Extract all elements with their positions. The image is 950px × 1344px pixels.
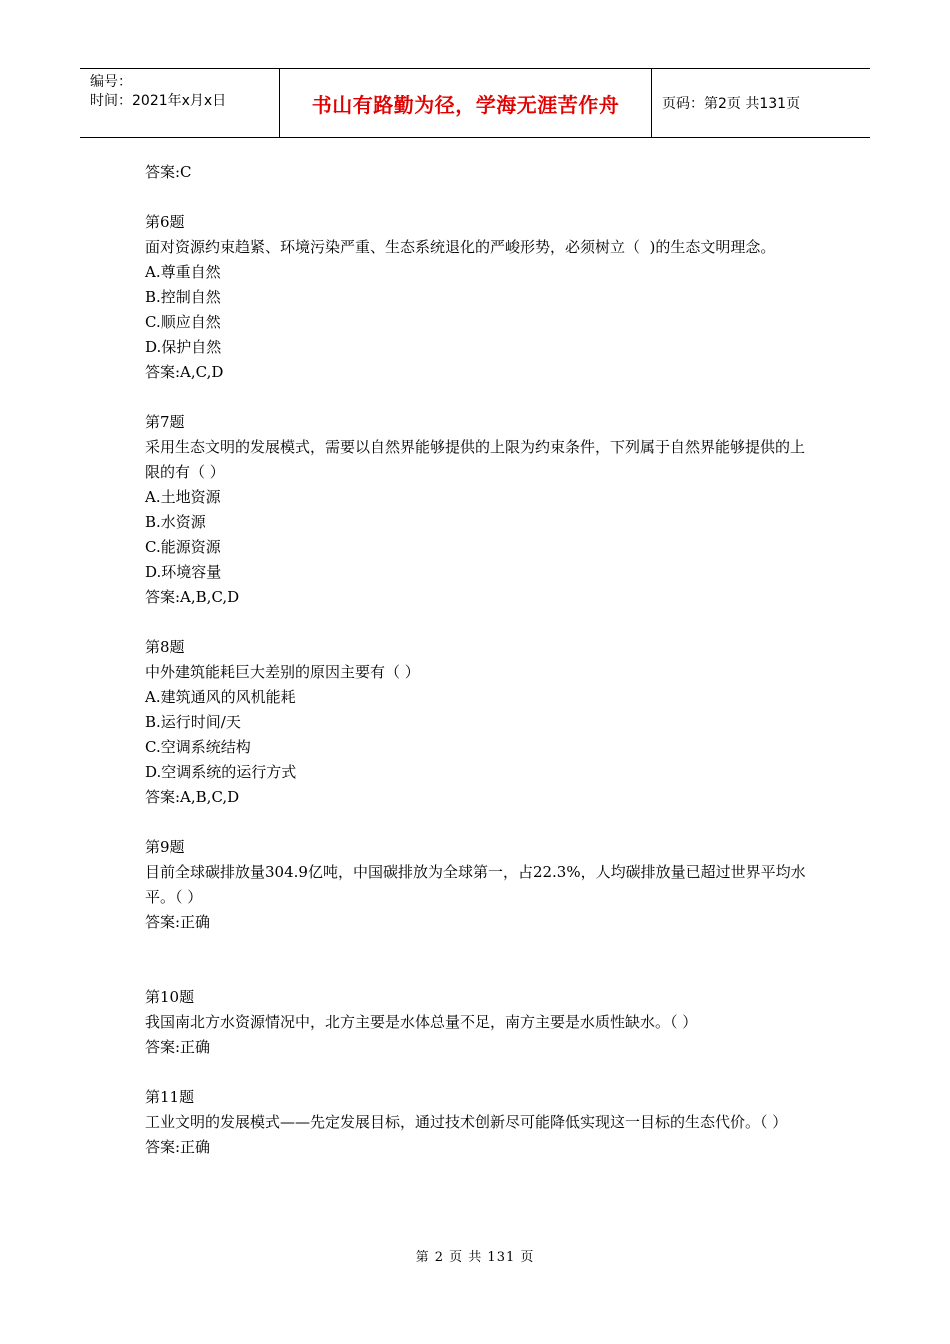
question-block	[145, 835, 815, 935]
page-header	[80, 68, 870, 138]
question-block	[145, 635, 815, 810]
question-text: 目前全球碳排放量304.9亿吨，中国碳排放为全球第一，占22.3%，人均碳排放量已超过世界平均水平。（ ）	[145, 863, 806, 906]
question-text: 工业文明的发展模式——先定发展目标，通过技术创新尽可能降低实现这一目标的生态代价。（ ）	[145, 1113, 788, 1131]
question-title: 第6题	[145, 213, 185, 231]
answer: 答案:正确	[145, 1138, 211, 1156]
serial-label: 编号：	[90, 74, 132, 90]
option: A.建筑通风的风机能耗	[145, 688, 296, 706]
question-title: 第7题	[145, 413, 185, 431]
page-footer	[0, 1246, 950, 1265]
previous-answer: 答案:C	[145, 163, 192, 181]
answer: 答案:A,B,C,D	[145, 788, 240, 806]
option: C.顺应自然	[145, 313, 221, 331]
page-code: 页码：第2页 共131页	[662, 96, 801, 112]
motto-text: 书山有路勤为径，学海无涯苦作舟	[311, 92, 620, 117]
header-meta	[80, 69, 280, 137]
document-body	[145, 160, 815, 1160]
option: C.能源资源	[145, 538, 221, 556]
question-text: 采用生态文明的发展模式，需要以自然界能够提供的上限为约束条件，下列属于自然界能够提供的上限的有（ ）	[145, 438, 806, 481]
option: A.土地资源	[145, 488, 221, 506]
question-title: 第11题	[145, 1088, 195, 1106]
question-title: 第8题	[145, 638, 185, 656]
option: C.空调系统结构	[145, 738, 251, 756]
question-title: 第10题	[145, 988, 195, 1006]
option: B.水资源	[145, 513, 206, 531]
question-text: 我国南北方水资源情况中，北方主要是水体总量不足，南方主要是水质性缺水。（ ）	[145, 1013, 698, 1031]
header-page-code-cell	[652, 69, 870, 137]
option: D.空调系统的运行方式	[145, 763, 297, 781]
answer: 答案:正确	[145, 913, 211, 931]
option: B.运行时间/天	[145, 713, 241, 731]
question-block	[145, 210, 815, 385]
answer: 答案:A,C,D	[145, 363, 224, 381]
header-motto-cell	[280, 69, 652, 137]
footer-page-number: 第 2 页 共 131 页	[415, 1250, 535, 1265]
time-label: 时间：2021年x月x日	[90, 93, 227, 109]
question-text: 中外建筑能耗巨大差别的原因主要有（ ）	[145, 663, 420, 681]
option: D.环境容量	[145, 563, 222, 581]
question-block	[145, 985, 815, 1060]
option: D.保护自然	[145, 338, 222, 356]
option: B.控制自然	[145, 288, 221, 306]
answer: 答案:A,B,C,D	[145, 588, 240, 606]
question-title: 第9题	[145, 838, 185, 856]
option: A.尊重自然	[145, 263, 221, 281]
question-block	[145, 410, 815, 610]
answer: 答案:正确	[145, 1038, 211, 1056]
question-text: 面对资源约束趋紧、环境污染严重、生态系统退化的严峻形势，必须树立（ )的生态文明理念。	[145, 238, 776, 256]
question-block	[145, 1085, 815, 1160]
